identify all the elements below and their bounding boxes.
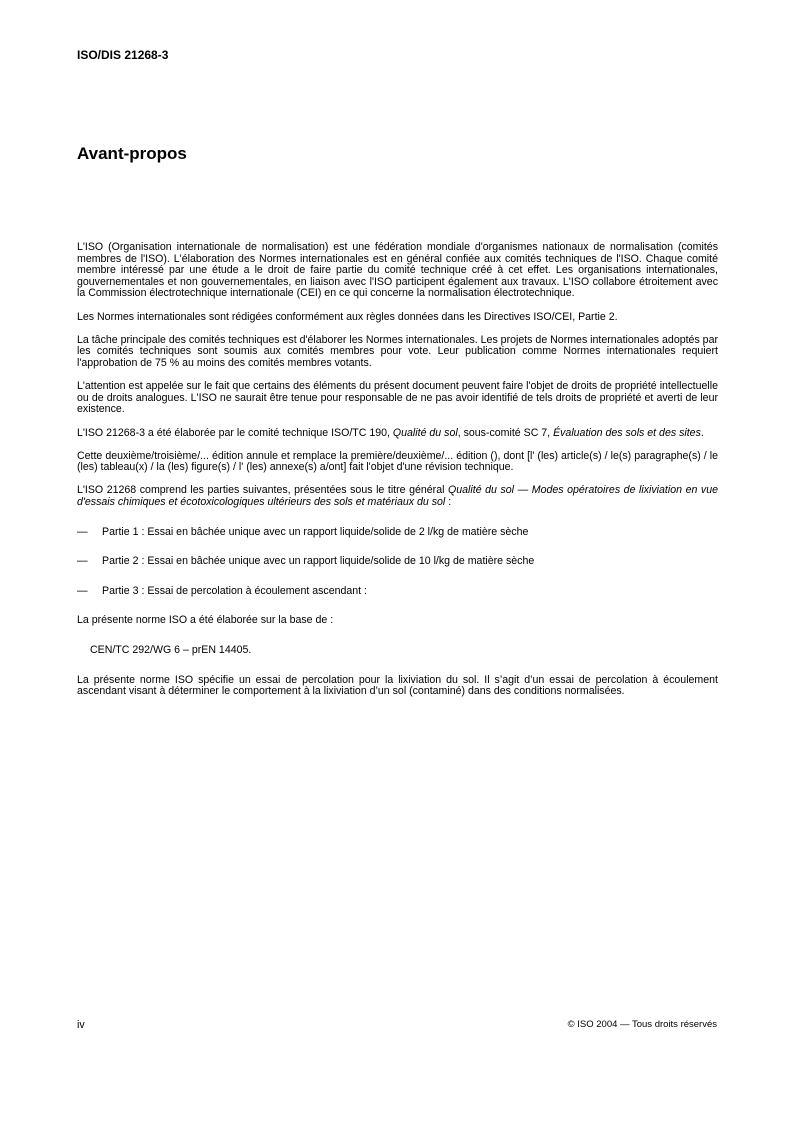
- list-item-text: Partie 3 : Essai de percolation à écoulement ascendant :: [102, 584, 368, 597]
- list-item: [77, 556, 718, 568]
- paragraph: La tâche principale des comités techniques est d'élaborer les Normes internationales. Les projets de Normes internationales adoptés par les comités techniques sont soumis aux comités membres pour vote. Leur publication comme Normes internationales requiert l'approbation de 75 % au moins des comités membres votants.: [77, 333, 718, 369]
- document-id: ISO/DIS 21268-3: [77, 48, 169, 62]
- paragraph: L'ISO (Organisation internationale de normalisation) est une fédération mondiale d'organismes nationaux de normalisation (comités membres de l'ISO). L'élaboration des Normes internationales est en général confiée aux comités techniques de l'ISO. Chaque comité membre intéressé par une étude a le droit de faire partie du comité technique créé à cet effet. Les organisations internationales, gouvernementales et non gouvernementales, en liaison avec l'ISO participent également aux travaux. L'ISO collabore étroitement avec la Commission électrotechnique internationale (CEI) en ce qui concerne la normalisation électrotechnique.: [77, 241, 718, 300]
- foreword-body: [77, 242, 718, 709]
- text: .: [700, 426, 704, 439]
- paragraph: [77, 428, 718, 440]
- paragraph: La présente norme ISO spécifie un essai de percolation pour la lixiviation du sol. Il s’agit d’un essai de percolation à écoulement ascendant visant à déterminer le comportement à la lixiviation d’un sol (contaminé) dans des conditions normalisées.: [77, 673, 718, 698]
- paragraph: La présente norme ISO a été élaborée sur la base de :: [77, 614, 334, 627]
- subcommittee-name: Évaluation des sols et des sites: [553, 426, 701, 439]
- dash-bullet: —: [77, 525, 88, 538]
- page-number: iv: [77, 1019, 85, 1031]
- paragraph: Les Normes internationales sont rédigées conformément aux règles données dans les Directives ISO/CEI, Partie 2.: [77, 310, 618, 323]
- paragraph: L'attention est appelée sur le fait que certains des éléments du présent document peuvent faire l'objet de droits de propriété intellectuelle ou de droits analogues. L'ISO ne saurait être tenue pour responsable de ne pas avoir identifié de tels droits de propriété et averti de leur existence.: [77, 380, 718, 416]
- section-title: Avant-propos: [77, 144, 187, 163]
- list-item: [77, 586, 718, 598]
- paragraph: Cette deuxième/troisième/... édition annule et remplace la première/deuxième/... édition (), dont [l' (les) article(s) / le(s) paragraphe(s) / le (les) tableau(x) / la (les) figure(s) / l' (les) annexe(s) a/ont] fait l'objet d'une révision technique.: [77, 449, 718, 474]
- list-item-text: Partie 2 : Essai en bâchée unique avec un rapport liquide/solide de 10 l/kg de matière sèche: [102, 555, 535, 568]
- committee-name: Qualité du sol: [392, 426, 458, 439]
- reference: CEN/TC 292/WG 6 – prEN 14405.: [90, 644, 252, 657]
- text: L'ISO 21268 comprend les parties suivantes, présentées sous le titre général: [77, 484, 449, 497]
- text: :: [445, 496, 452, 509]
- text: , sous-comité SC 7,: [457, 426, 554, 439]
- list-item-text: Partie 1 : Essai en bâchée unique avec un rapport liquide/solide de 2 l/kg de matière sèche: [102, 525, 529, 538]
- paragraph: [77, 485, 718, 508]
- list-item: [77, 527, 718, 539]
- copyright: © ISO 2004 — Tous droits réservés: [567, 1019, 717, 1030]
- general-title: Qualité du sol — Modes opératoires de lixiviation en vue d'essais chimiques et écotoxicologiques ultérieurs des sols et matériaux du sol: [77, 484, 718, 509]
- text: L'ISO 21268-3 a été élaborée par le comité technique ISO/TC 190,: [77, 426, 393, 439]
- dash-bullet: —: [77, 555, 88, 568]
- dash-bullet: —: [77, 584, 88, 597]
